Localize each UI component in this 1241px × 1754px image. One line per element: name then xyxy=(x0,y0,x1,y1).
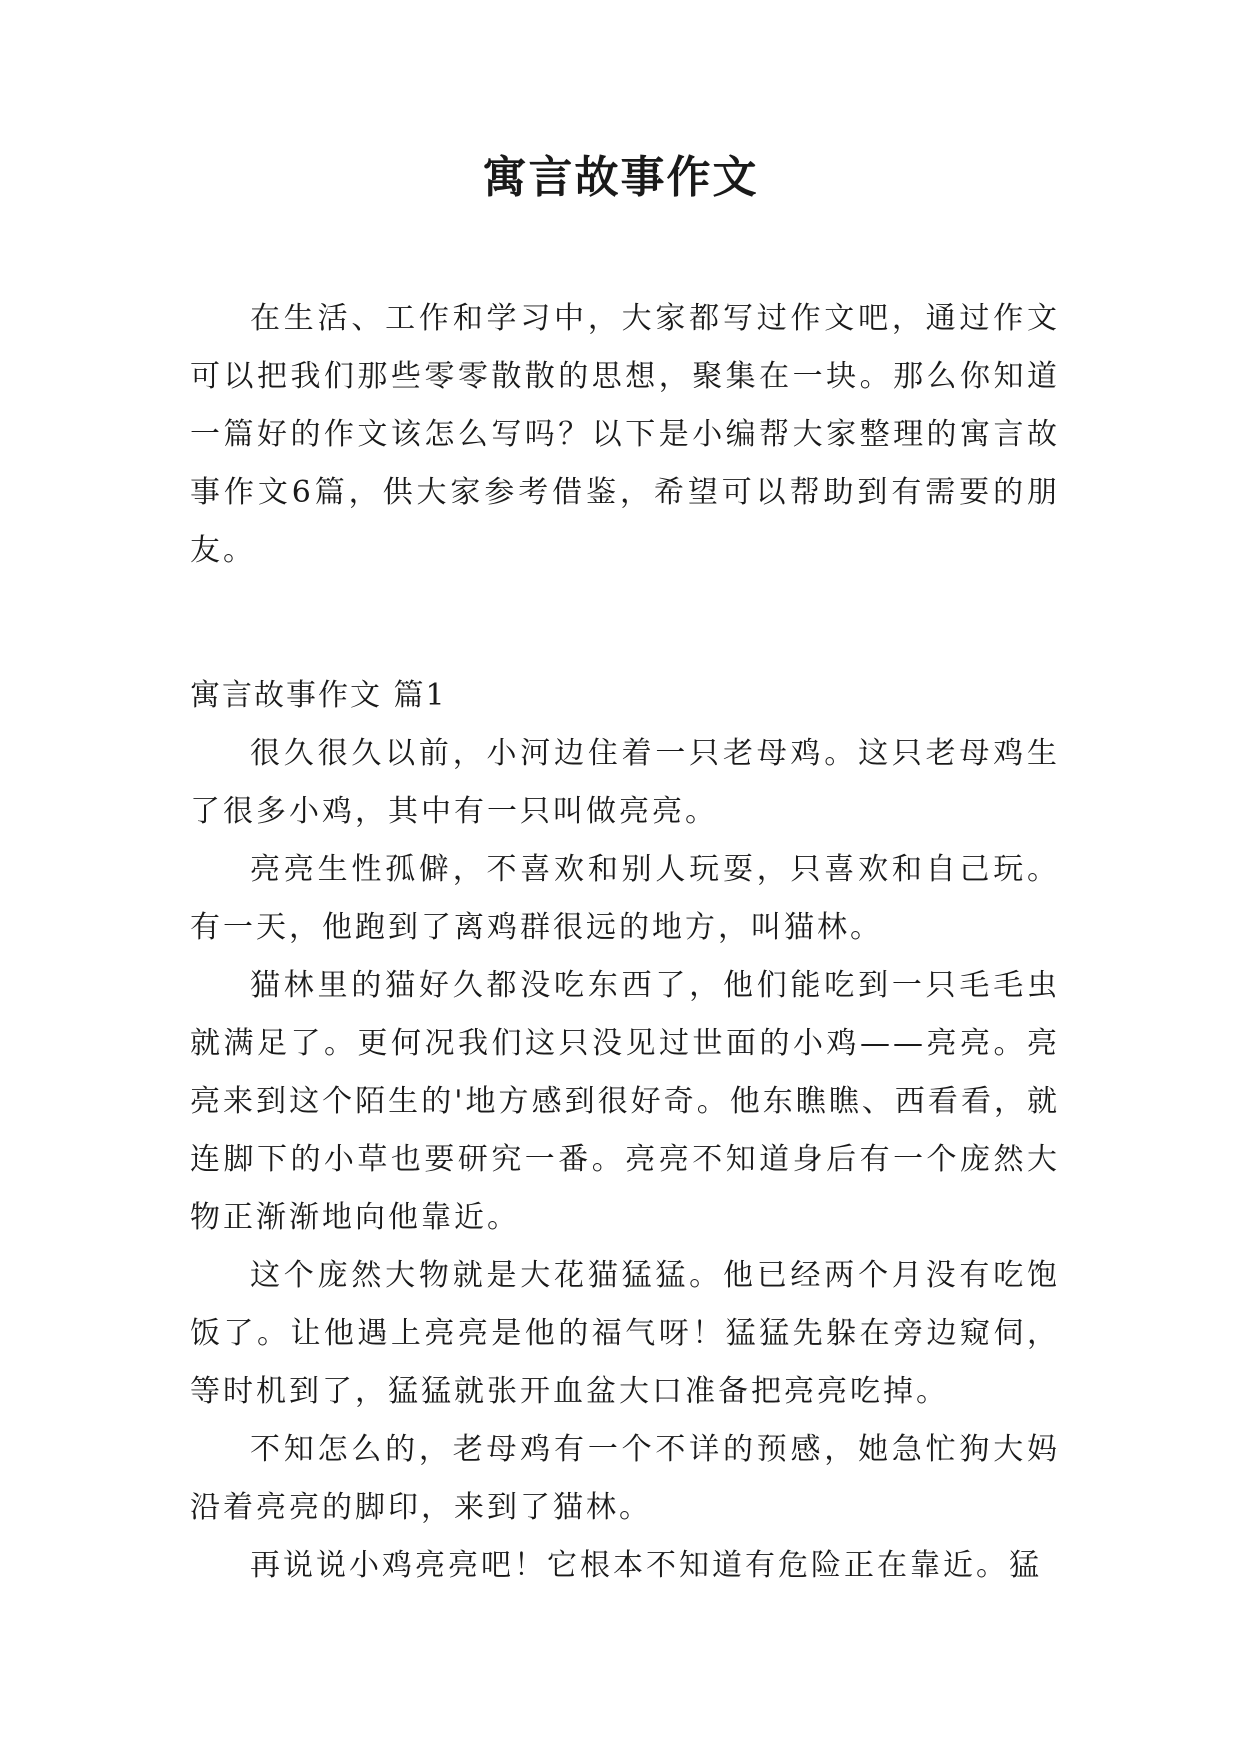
intro-paragraph: 在生活、工作和学习中，大家都写过作文吧，通过作文可以把我们那些零零散散的思想，聚集在一块。那么你知道一篇好的作文该怎么写吗？以下是小编帮大家整理的寓言故事作文6篇，供大家参考借鉴，希望可以帮助到有需要的朋友。 xyxy=(190,301,1060,568)
story-paragraph: 再说说小鸡亮亮吧！它根本不知道有危险正在靠近。猛 xyxy=(250,1548,1042,1583)
story-paragraph: 亮亮生性孤僻，不喜欢和别人玩耍，只喜欢和自己玩。有一天，他跑到了离鸡群很远的地方，叫猫林。 xyxy=(190,852,1060,945)
story-paragraph: 不知怎么的，老母鸡有一个不详的预感，她急忙狗大妈沿着亮亮的脚印，来到了猫林。 xyxy=(190,1432,1060,1525)
section-heading: 寓言故事作文 篇1 xyxy=(190,678,447,713)
document-body xyxy=(190,290,1060,1595)
page-title: 寓言故事作文 xyxy=(482,152,759,203)
story-paragraph: 很久很久以前，小河边住着一只老母鸡。这只老母鸡生了很多小鸡，其中有一只叫做亮亮。 xyxy=(190,736,1060,829)
story-paragraph: 猫林里的猫好久都没吃东西了，他们能吃到一只毛毛虫就满足了。更何况我们这只没见过世面的小鸡——亮亮。亮亮来到这个陌生的'地方感到很好奇。他东瞧瞧、西看看，就连脚下的小草也要研究一番。亮亮不知道身后有一个庞然大物正渐渐地向他靠近。 xyxy=(190,968,1060,1235)
story-paragraph: 这个庞然大物就是大花猫猛猛。他已经两个月没有吃饱饭了。让他遇上亮亮是他的福气呀！猛猛先躲在旁边窥伺，等时机到了，猛猛就张开血盆大口准备把亮亮吃掉。 xyxy=(190,1258,1060,1409)
